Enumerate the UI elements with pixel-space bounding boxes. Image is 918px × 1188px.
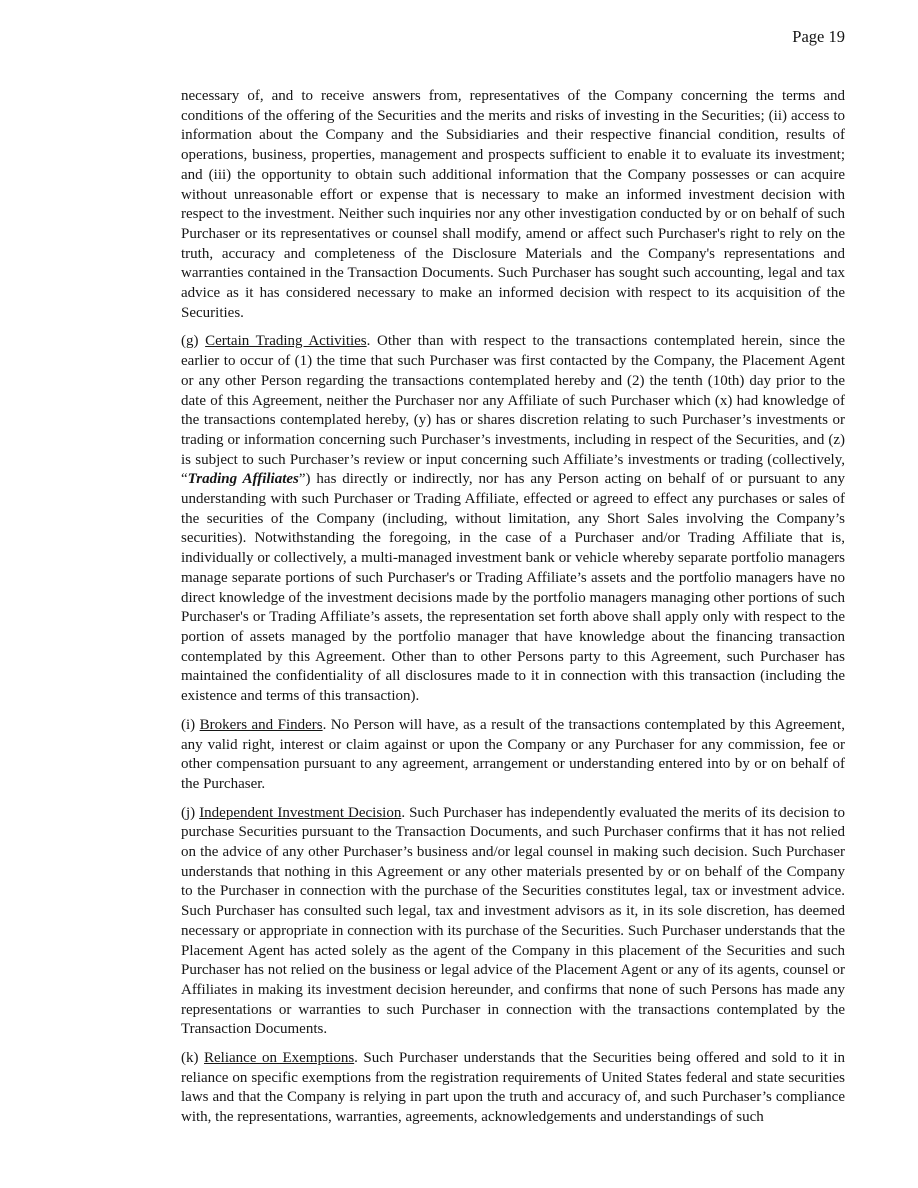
text-run: ”) has directly or indirectly, nor has any Person acting on behalf of or pursuant to any understanding with such Purchaser or Trading Affiliate, effected or agreed to effect any purchases or sales of the securities of the Company (including, without limitation, any Short Sales involving the Company’s securities). Notwithstanding the foregoing, in the case of a Purchaser and/or Trading Affiliate that is, individually or collectively, a multi-managed investment bank or vehicle whereby separate portfolio managers manage separate portions of such Purchaser's or Trading Affiliate’s assets and the portfolio managers have no direct knowledge of the investment decisions made by the portfolio managers managing other portions of such Purchaser's or Trading Affiliate’s assets, the representation set forth above shall apply only with respect to the portion of assets managed by the portfolio manager that have knowledge about the financing transaction contemplated by this Agreement. Other than to other Persons party to this Agreement, such Purchaser has maintained the confidentiality of all disclosures made to it in connection with this transaction (including the existence and terms of this transaction).	[181, 471, 845, 705]
section-heading: Certain Trading Activities	[205, 333, 367, 350]
paragraph-k	[181, 1049, 845, 1128]
paragraph-continuation	[181, 87, 845, 323]
text-run: . Such Purchaser understands that the Securities being offered and sold to it in reliance on specific exemptions from the registration requirements of United States federal and state securities laws and that the Company is relying in part upon the truth and accuracy of, and such Purchaser’s compliance with, the representations, warranties, agreements, acknowledgements and understandings of such	[181, 1050, 845, 1126]
page-number: Page 19	[792, 27, 845, 46]
document-body	[181, 87, 845, 1128]
text-run: (k)	[181, 1050, 204, 1067]
paragraph-i	[181, 716, 845, 795]
text-run: necessary of, and to receive answers from, representatives of the Company concerning the terms and conditions of the offering of the Securities and the merits and risks of investing in the Securities; (ii) access to information about the Company and the Subsidiaries and their respective financial condition, results of operations, business, properties, management and prospects sufficient to enable it to evaluate its investment; and (iii) the opportunity to obtain such additional information that the Company possesses or can acquire without unreasonable effort or expense that is necessary to make an informed investment decision with respect to the investment. Neither such inquiries nor any other investigation conducted by or on behalf of such Purchaser or its representatives or counsel shall modify, amend or affect such Purchaser's right to rely on the truth, accuracy and completeness of the Disclosure Materials and the Company's representations and warranties contained in the Transaction Documents. Such Purchaser has sought such accounting, legal and tax advice as it has considered necessary to make an informed decision with respect to its acquisition of the Securities.	[181, 88, 845, 321]
text-run: . Other than with respect to the transactions contemplated herein, since the earlier to occur of (1) the time that such Purchaser was first contacted by the Company, the Placement Agent or any other Person regarding the transactions contemplated hereby and (2) the tenth (10th) day prior to the date of this Agreement, neither the Purchaser nor any Affiliate of such Purchaser which (x) had knowledge of the transactions contemplated hereby, (y) has or shares discretion relating to such Purchaser’s investments or trading or information concerning such Purchaser’s investments, including in respect of the Securities, and (z) is subject to such Purchaser’s review or input concerning such Affiliate’s investments or trading (collectively, “	[181, 333, 845, 488]
section-heading: Reliance on Exemptions	[204, 1050, 355, 1067]
section-heading: Independent Investment Decision	[199, 804, 402, 821]
section-heading: Brokers and Finders	[199, 716, 323, 733]
paragraph-j	[181, 804, 845, 1040]
defined-term: Trading Affiliates	[187, 471, 299, 488]
text-run: (g)	[181, 333, 206, 350]
text-run: (j)	[181, 804, 200, 821]
text-run: . No Person will have, as a result of the transactions contemplated by this Agreement, any valid right, interest or claim against or upon the Company or any Purchaser for any commission, fee or other compensation pursuant to any agreement, arrangement or understanding entered into by or on behalf of the Purchaser.	[181, 716, 845, 792]
text-run: . Such Purchaser has independently evaluated the merits of its decision to purchase Securities pursuant to the Transaction Documents, and such Purchaser confirms that it has not relied on the advice of any other Purchaser’s business and/or legal counsel in making such decision. Such Purchaser understands that nothing in this Agreement or any other materials presented by or on behalf of the Company to the Purchaser in connection with the purchase of the Securities constitutes legal, tax or investment advice. Such Purchaser has consulted such legal, tax and investment advisors as it, in its sole discretion, has deemed necessary or appropriate in connection with its purchase of the Securities. Such Purchaser understands that the Placement Agent has acted solely as the agent of the Company in this placement of the Securities and such Purchaser has not relied on the business or legal advice of the Placement Agent or any of its agents, counsel or Affiliates in making its investment decision hereunder, and confirms that none of such Persons has made any representations or warranties to such Purchaser in connection with the transactions contemplated by the Transaction Documents.	[181, 804, 845, 1038]
text-run: (i)	[181, 716, 200, 733]
paragraph-g	[181, 332, 845, 706]
